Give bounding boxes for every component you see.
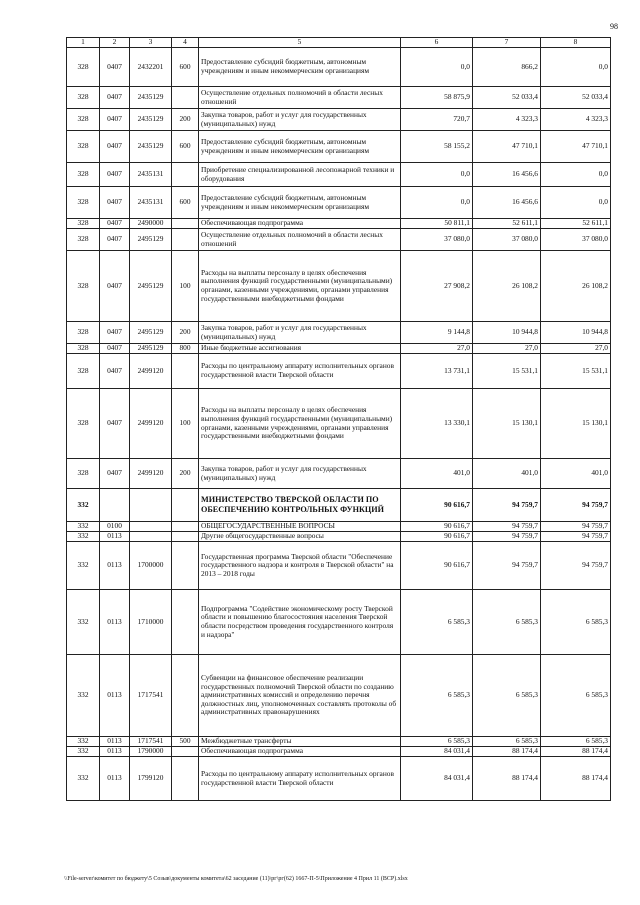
amount-cell: 94 759,7 xyxy=(473,489,541,522)
section-code-cell: 0407 xyxy=(100,131,130,163)
description-cell: Межбюджетные трансферты xyxy=(199,737,401,747)
table-row xyxy=(67,532,611,542)
admin-code-cell: 328 xyxy=(67,109,100,131)
amount-cell: 37 080,0 xyxy=(541,229,611,251)
budget-table xyxy=(66,37,611,801)
expense-type-cell: 200 xyxy=(172,322,199,344)
description-cell: Подпрограмма "Содействие экономическому росту Тверской области и повышению благосостояния населения Тверской области посредством проведения государственного контроля и надзора" xyxy=(199,590,401,655)
amount-cell: 15 531,1 xyxy=(541,354,611,389)
expense-type-cell xyxy=(172,542,199,590)
amount-cell: 401,0 xyxy=(473,459,541,489)
admin-code-cell: 332 xyxy=(67,757,100,801)
amount-cell: 401,0 xyxy=(541,459,611,489)
admin-code-cell: 328 xyxy=(67,354,100,389)
description-cell: Закупка товаров, работ и услуг для государственных (муниципальных) нужд xyxy=(199,109,401,131)
expense-type-cell: 600 xyxy=(172,48,199,87)
amount-cell: 4 323,3 xyxy=(541,109,611,131)
amount-cell: 94 759,7 xyxy=(541,542,611,590)
description-cell: Расходы на выплаты персоналу в целях обеспечения выполнения функций государственными (муниципальными) органами, казенными учреждениями, органами управления государственными внебюджетными фондами xyxy=(199,251,401,322)
table-row xyxy=(67,322,611,344)
expense-type-cell: 600 xyxy=(172,131,199,163)
amount-cell: 16 456,6 xyxy=(473,163,541,187)
table-row xyxy=(67,251,611,322)
column-header: 2 xyxy=(100,38,130,48)
amount-cell: 47 710,1 xyxy=(541,131,611,163)
description-cell: Расходы по центральному аппарату исполнительных органов государственной власти Тверской области xyxy=(199,757,401,801)
file-path-footer: \\File-server\комитет по бюджету\5 Созыв\документы комитета\62 заседание (11)\рг\рг(62) 1667-П-5\Приложение 4 Прил 11 (ВСР).xlsx xyxy=(64,876,408,882)
expense-type-cell xyxy=(172,532,199,542)
admin-code-cell: 332 xyxy=(67,655,100,737)
amount-cell: 0,0 xyxy=(401,48,473,87)
table-row xyxy=(67,590,611,655)
amount-cell: 10 944,8 xyxy=(541,322,611,344)
admin-code-cell: 332 xyxy=(67,489,100,522)
expense-type-cell: 200 xyxy=(172,459,199,489)
description-cell: Иные бюджетные ассигнования xyxy=(199,344,401,354)
expense-type-cell xyxy=(172,522,199,532)
expense-type-cell xyxy=(172,757,199,801)
amount-cell: 15 531,1 xyxy=(473,354,541,389)
expense-type-cell xyxy=(172,354,199,389)
table-row xyxy=(67,131,611,163)
amount-cell: 13 731,1 xyxy=(401,354,473,389)
section-code-cell: 0407 xyxy=(100,48,130,87)
amount-cell: 58 875,9 xyxy=(401,87,473,109)
admin-code-cell: 332 xyxy=(67,532,100,542)
column-header: 6 xyxy=(401,38,473,48)
target-article-cell: 2435131 xyxy=(130,163,172,187)
table-row xyxy=(67,87,611,109)
table-row xyxy=(67,655,611,737)
admin-code-cell: 328 xyxy=(67,219,100,229)
table-row xyxy=(67,48,611,87)
section-code-cell: 0113 xyxy=(100,747,130,757)
table-row xyxy=(67,344,611,354)
amount-cell: 0,0 xyxy=(401,187,473,219)
table-row xyxy=(67,219,611,229)
target-article-cell: 1717541 xyxy=(130,655,172,737)
description-cell: Другие общегосударственные вопросы xyxy=(199,532,401,542)
description-cell: Обеспечивающая подпрограмма xyxy=(199,747,401,757)
amount-cell: 27,0 xyxy=(473,344,541,354)
amount-cell: 50 811,1 xyxy=(401,219,473,229)
description-cell: Предоставление субсидий бюджетным, автономным учреждениям и иным некоммерческим организациям xyxy=(199,187,401,219)
amount-cell: 94 759,7 xyxy=(473,542,541,590)
table-row xyxy=(67,187,611,219)
amount-cell: 94 759,7 xyxy=(473,532,541,542)
target-article-cell: 1700000 xyxy=(130,542,172,590)
amount-cell: 0,0 xyxy=(541,187,611,219)
admin-code-cell: 332 xyxy=(67,542,100,590)
admin-code-cell: 332 xyxy=(67,590,100,655)
target-article-cell: 2499120 xyxy=(130,459,172,489)
table-row xyxy=(67,757,611,801)
description-cell: Государственная программа Тверской области "Обеспечение государственного надзора и контроля в Тверской области" на 2013 – 2018 годы xyxy=(199,542,401,590)
amount-cell: 0,0 xyxy=(541,48,611,87)
target-article-cell: 2495129 xyxy=(130,344,172,354)
amount-cell: 94 759,7 xyxy=(473,522,541,532)
description-cell: ОБЩЕГОСУДАРСТВЕННЫЕ ВОПРОСЫ xyxy=(199,522,401,532)
amount-cell: 6 585,3 xyxy=(473,655,541,737)
expense-type-cell xyxy=(172,655,199,737)
amount-cell: 58 155,2 xyxy=(401,131,473,163)
expense-type-cell xyxy=(172,219,199,229)
target-article-cell: 1790000 xyxy=(130,747,172,757)
section-code-cell: 0407 xyxy=(100,459,130,489)
expense-type-cell: 500 xyxy=(172,737,199,747)
section-code-cell: 0407 xyxy=(100,322,130,344)
expense-type-cell: 200 xyxy=(172,109,199,131)
table-row xyxy=(67,459,611,489)
table-row xyxy=(67,542,611,590)
table-row xyxy=(67,109,611,131)
column-header: 7 xyxy=(473,38,541,48)
target-article-cell: 2490000 xyxy=(130,219,172,229)
section-code-cell: 0407 xyxy=(100,187,130,219)
amount-cell: 37 080,0 xyxy=(401,229,473,251)
amount-cell: 401,0 xyxy=(401,459,473,489)
admin-code-cell: 328 xyxy=(67,48,100,87)
amount-cell: 84 031,4 xyxy=(401,747,473,757)
expense-type-cell xyxy=(172,229,199,251)
section-code-cell xyxy=(100,489,130,522)
target-article-cell: 1717541 xyxy=(130,737,172,747)
description-cell: Предоставление субсидий бюджетным, автономным учреждениям и иным некоммерческим организациям xyxy=(199,131,401,163)
amount-cell: 6 585,3 xyxy=(473,737,541,747)
target-article-cell: 2495129 xyxy=(130,251,172,322)
target-article-cell: 1710000 xyxy=(130,590,172,655)
section-code-cell: 0407 xyxy=(100,389,130,459)
target-article-cell: 2495129 xyxy=(130,229,172,251)
amount-cell: 94 759,7 xyxy=(541,532,611,542)
target-article-cell xyxy=(130,489,172,522)
amount-cell: 47 710,1 xyxy=(473,131,541,163)
section-code-cell: 0407 xyxy=(100,251,130,322)
amount-cell: 52 611,1 xyxy=(541,219,611,229)
amount-cell: 866,2 xyxy=(473,48,541,87)
table-row xyxy=(67,522,611,532)
section-code-cell: 0407 xyxy=(100,344,130,354)
amount-cell: 27 908,2 xyxy=(401,251,473,322)
description-cell: Осуществление отдельных полномочий в области лесных отношений xyxy=(199,87,401,109)
section-code-cell: 0407 xyxy=(100,109,130,131)
section-code-cell: 0407 xyxy=(100,163,130,187)
amount-cell: 88 174,4 xyxy=(541,757,611,801)
amount-cell: 6 585,3 xyxy=(401,590,473,655)
expense-type-cell xyxy=(172,489,199,522)
amount-cell: 720,7 xyxy=(401,109,473,131)
description-cell: Обеспечивающая подпрограмма xyxy=(199,219,401,229)
target-article-cell xyxy=(130,522,172,532)
expense-type-cell: 800 xyxy=(172,344,199,354)
amount-cell: 90 616,7 xyxy=(401,532,473,542)
column-header: 8 xyxy=(541,38,611,48)
section-code-cell: 0100 xyxy=(100,522,130,532)
target-article-cell: 2495129 xyxy=(130,322,172,344)
page-number: 98 xyxy=(610,22,618,31)
target-article-cell: 2435129 xyxy=(130,131,172,163)
amount-cell: 88 174,4 xyxy=(473,747,541,757)
admin-code-cell: 332 xyxy=(67,747,100,757)
target-article-cell: 2499120 xyxy=(130,354,172,389)
amount-cell: 90 616,7 xyxy=(401,489,473,522)
amount-cell: 13 330,1 xyxy=(401,389,473,459)
target-article-cell: 2435131 xyxy=(130,187,172,219)
description-cell: Осуществление отдельных полномочий в области лесных отношений xyxy=(199,229,401,251)
table-row xyxy=(67,489,611,522)
description-cell: Расходы на выплаты персоналу в целях обеспечения выполнения функций государственными (муниципальными) органами, казенными учреждениями, органами управления государственными внебюджетными фондами xyxy=(199,389,401,459)
amount-cell: 94 759,7 xyxy=(541,489,611,522)
section-code-cell: 0407 xyxy=(100,229,130,251)
table-row xyxy=(67,389,611,459)
admin-code-cell: 328 xyxy=(67,131,100,163)
amount-cell: 27,0 xyxy=(401,344,473,354)
amount-cell: 26 108,2 xyxy=(473,251,541,322)
amount-cell: 94 759,7 xyxy=(541,522,611,532)
amount-cell: 26 108,2 xyxy=(541,251,611,322)
description-cell: Закупка товаров, работ и услуг для государственных (муниципальных) нужд xyxy=(199,459,401,489)
amount-cell: 16 456,6 xyxy=(473,187,541,219)
description-cell: Приобретение специализированной лесопожарной техники и оборудования xyxy=(199,163,401,187)
section-code-cell: 0113 xyxy=(100,542,130,590)
section-code-cell: 0113 xyxy=(100,532,130,542)
table-row xyxy=(67,747,611,757)
table-row xyxy=(67,737,611,747)
admin-code-cell: 332 xyxy=(67,522,100,532)
expense-type-cell xyxy=(172,163,199,187)
amount-cell: 6 585,3 xyxy=(541,737,611,747)
target-article-cell: 1799120 xyxy=(130,757,172,801)
description-cell: МИНИСТЕРСТВО ТВЕРСКОЙ ОБЛАСТИ ПО ОБЕСПЕЧЕНИЮ КОНТРОЛЬНЫХ ФУНКЦИЙ xyxy=(199,489,401,522)
column-header: 4 xyxy=(172,38,199,48)
amount-cell: 6 585,3 xyxy=(541,590,611,655)
amount-cell: 6 585,3 xyxy=(401,655,473,737)
expense-type-cell: 100 xyxy=(172,251,199,322)
admin-code-cell: 328 xyxy=(67,322,100,344)
section-code-cell: 0407 xyxy=(100,354,130,389)
amount-cell: 6 585,3 xyxy=(541,655,611,737)
amount-cell: 52 033,4 xyxy=(541,87,611,109)
table-row xyxy=(67,229,611,251)
amount-cell: 37 080,0 xyxy=(473,229,541,251)
expense-type-cell xyxy=(172,87,199,109)
target-article-cell: 2435129 xyxy=(130,87,172,109)
section-code-cell: 0113 xyxy=(100,757,130,801)
amount-cell: 6 585,3 xyxy=(473,590,541,655)
section-code-cell: 0407 xyxy=(100,87,130,109)
admin-code-cell: 328 xyxy=(67,389,100,459)
amount-cell: 52 611,1 xyxy=(473,219,541,229)
amount-cell: 15 130,1 xyxy=(473,389,541,459)
expense-type-cell: 100 xyxy=(172,389,199,459)
column-header: 5 xyxy=(199,38,401,48)
admin-code-cell: 328 xyxy=(67,187,100,219)
amount-cell: 88 174,4 xyxy=(473,757,541,801)
target-article-cell: 2499120 xyxy=(130,389,172,459)
description-cell: Предоставление субсидий бюджетным, автономным учреждениям и иным некоммерческим организациям xyxy=(199,48,401,87)
admin-code-cell: 328 xyxy=(67,163,100,187)
target-article-cell xyxy=(130,532,172,542)
admin-code-cell: 328 xyxy=(67,344,100,354)
target-article-cell: 2435129 xyxy=(130,109,172,131)
admin-code-cell: 328 xyxy=(67,229,100,251)
amount-cell: 4 323,3 xyxy=(473,109,541,131)
amount-cell: 90 616,7 xyxy=(401,522,473,532)
amount-cell: 90 616,7 xyxy=(401,542,473,590)
amount-cell: 88 174,4 xyxy=(541,747,611,757)
admin-code-cell: 332 xyxy=(67,737,100,747)
table-header-row xyxy=(67,38,611,48)
table-row xyxy=(67,163,611,187)
admin-code-cell: 328 xyxy=(67,251,100,322)
amount-cell: 6 585,3 xyxy=(401,737,473,747)
amount-cell: 9 144,8 xyxy=(401,322,473,344)
expense-type-cell xyxy=(172,747,199,757)
amount-cell: 15 130,1 xyxy=(541,389,611,459)
amount-cell: 0,0 xyxy=(401,163,473,187)
expense-type-cell: 600 xyxy=(172,187,199,219)
amount-cell: 27,0 xyxy=(541,344,611,354)
section-code-cell: 0113 xyxy=(100,655,130,737)
amount-cell: 84 031,4 xyxy=(401,757,473,801)
table-row xyxy=(67,354,611,389)
column-header: 1 xyxy=(67,38,100,48)
description-cell: Закупка товаров, работ и услуг для государственных (муниципальных) нужд xyxy=(199,322,401,344)
amount-cell: 0,0 xyxy=(541,163,611,187)
amount-cell: 10 944,8 xyxy=(473,322,541,344)
column-header: 3 xyxy=(130,38,172,48)
section-code-cell: 0407 xyxy=(100,219,130,229)
target-article-cell: 2432201 xyxy=(130,48,172,87)
admin-code-cell: 328 xyxy=(67,87,100,109)
description-cell: Субвенции на финансовое обеспечение реализации государственных полномочий Тверской области по созданию административных комиссий и определению перечня должностных лиц, уполномоченных составлять протоколы об административных правонарушениях xyxy=(199,655,401,737)
description-cell: Расходы по центральному аппарату исполнительных органов государственной власти Тверской области xyxy=(199,354,401,389)
amount-cell: 52 033,4 xyxy=(473,87,541,109)
admin-code-cell: 328 xyxy=(67,459,100,489)
section-code-cell: 0113 xyxy=(100,737,130,747)
expense-type-cell xyxy=(172,590,199,655)
section-code-cell: 0113 xyxy=(100,590,130,655)
